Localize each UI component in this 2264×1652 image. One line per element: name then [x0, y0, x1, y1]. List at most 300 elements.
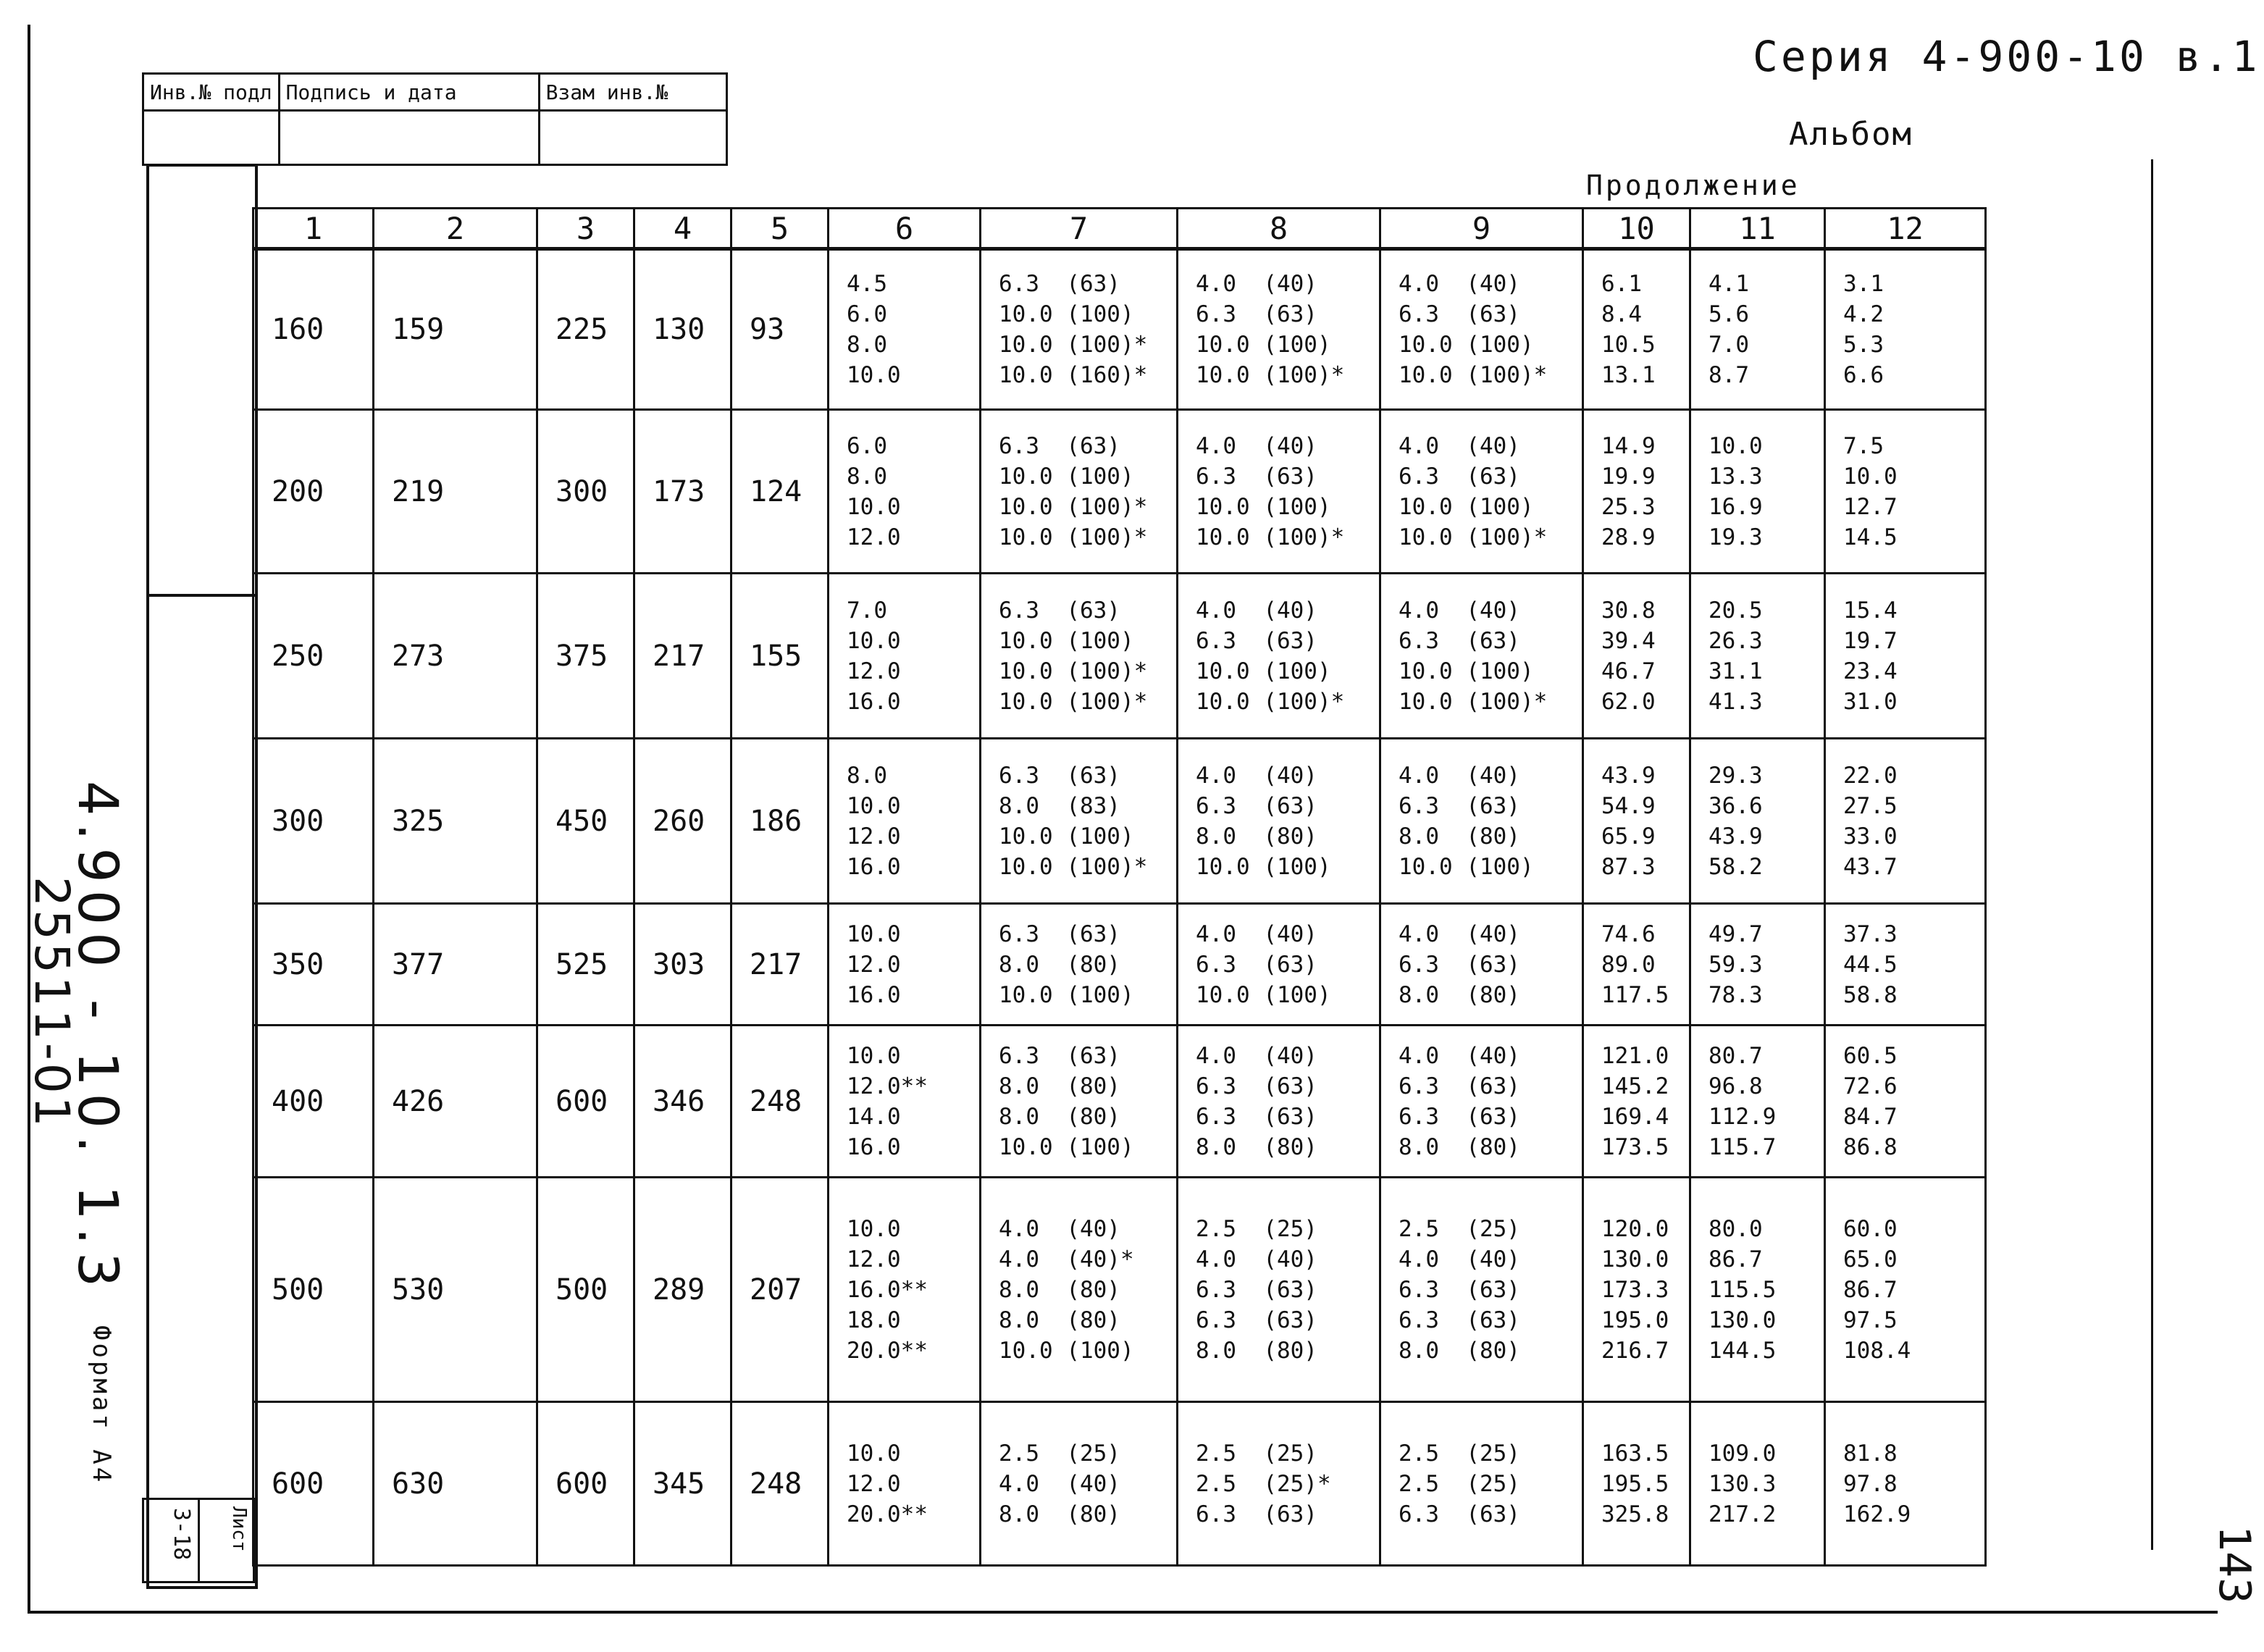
cell-value: 78.3 [1709, 981, 1763, 1008]
cell-value: 4.0 (40) [1399, 762, 1520, 789]
cell-value: 8.0 (80) [999, 1073, 1120, 1099]
cell-col-7 [981, 1178, 1178, 1402]
column-header-1: 1 [253, 209, 374, 249]
album-label: Альбом [1789, 116, 1913, 153]
cell-value: 6.3 (63) [1399, 1073, 1520, 1099]
cell-col-5: 217 [731, 904, 829, 1026]
stamp-sign-value [279, 111, 539, 165]
cell-value: 10.0 [847, 921, 901, 947]
cell-col-10 [1583, 739, 1690, 904]
cell-col-7 [981, 249, 1178, 410]
cell-col-11 [1690, 904, 1825, 1026]
cell-value: 10.0 (100) [1196, 493, 1331, 520]
cell-value: 109.0 [1709, 1440, 1777, 1467]
cell-value: 12.0 [847, 1246, 901, 1272]
sheet-number: 3-18 [169, 1508, 194, 1561]
cell-value: 10.0 (100) [1399, 493, 1534, 520]
cell-value: 8.0 (80) [1399, 981, 1520, 1008]
cell-value: 20.5 [1709, 597, 1763, 624]
cell-col-9 [1380, 410, 1583, 574]
cell-value: 65.9 [1601, 823, 1656, 850]
cell-value: 26.3 [1709, 627, 1763, 654]
cell-col-8 [1178, 1178, 1380, 1402]
column-header-7: 7 [981, 209, 1178, 249]
cell-value: 10.0 (100)* [1196, 688, 1345, 715]
cell-value: 6.3 (63) [1196, 792, 1317, 819]
cell-value: 80.0 [1709, 1215, 1763, 1242]
cell-col-5: 124 [731, 410, 829, 574]
cell-col-3: 300 [537, 410, 634, 574]
cell-value: 117.5 [1601, 981, 1669, 1008]
inventory-number: 25511-01 [24, 876, 80, 1130]
cell-col-12 [1825, 904, 1986, 1026]
cell-col-11 [1690, 1026, 1825, 1178]
table-row [253, 574, 1986, 739]
cell-value: 84.7 [1843, 1103, 1898, 1130]
cell-col-11 [1690, 574, 1825, 739]
cell-value: 96.8 [1709, 1073, 1763, 1099]
cell-col-6 [829, 1026, 981, 1178]
cell-value: 54.9 [1601, 792, 1656, 819]
cell-value: 41.3 [1709, 688, 1763, 715]
cell-col-6 [829, 904, 981, 1026]
cell-col-4: 260 [634, 739, 731, 904]
cell-value: 31.1 [1709, 658, 1763, 684]
cell-value: 6.3 (63) [1399, 951, 1520, 978]
cell-col-1: 400 [253, 1026, 374, 1178]
cell-value: 4.2 [1843, 301, 1884, 327]
cell-value: 97.8 [1843, 1470, 1898, 1497]
cell-value: 6.3 (63) [1399, 301, 1520, 327]
cell-value: 4.0 (40) [1399, 1246, 1520, 1272]
cell-value: 12.0 [847, 658, 901, 684]
cell-value: 144.5 [1709, 1337, 1777, 1364]
cell-value: 6.3 (63) [1196, 627, 1317, 654]
cell-col-12 [1825, 574, 1986, 739]
cell-value: 22.0 [1843, 762, 1898, 789]
cell-col-10 [1583, 904, 1690, 1026]
cell-value: 4.0 (40) [1196, 1246, 1317, 1272]
table-row [253, 1178, 1986, 1402]
cell-value: 65.0 [1843, 1246, 1898, 1272]
cell-value: 6.3 (63) [999, 1042, 1120, 1069]
cell-value: 7.0 [1709, 332, 1749, 358]
left-title-column [146, 164, 258, 1589]
cell-value: 6.3 (63) [999, 597, 1120, 624]
cell-value: 97.5 [1843, 1307, 1898, 1333]
cell-value: 74.6 [1601, 921, 1656, 947]
cell-value: 19.7 [1843, 627, 1898, 654]
sheet-label: Лист [228, 1506, 250, 1552]
cell-value: 7.5 [1843, 432, 1884, 459]
cell-col-10 [1583, 1402, 1690, 1566]
cell-col-9 [1380, 249, 1583, 410]
cell-col-1: 500 [253, 1178, 374, 1402]
cell-col-6 [829, 249, 981, 410]
frame-right-line [2151, 159, 2153, 1550]
cell-value: 2.5 (25) [1399, 1215, 1520, 1242]
cell-col-8 [1178, 1402, 1380, 1566]
cell-value: 173.5 [1601, 1133, 1669, 1160]
cell-value: 6.3 (63) [1399, 1307, 1520, 1333]
column-header-6: 6 [829, 209, 981, 249]
cell-col-4: 346 [634, 1026, 731, 1178]
cell-value: 14.5 [1843, 524, 1898, 550]
cell-value: 86.7 [1843, 1276, 1898, 1303]
cell-value: 6.3 (63) [1196, 463, 1317, 490]
cell-value: 121.0 [1601, 1042, 1669, 1069]
cell-value: 31.0 [1843, 688, 1898, 715]
cell-value: 86.8 [1843, 1133, 1898, 1160]
cell-col-9 [1380, 574, 1583, 739]
cell-value: 8.0 (80) [1399, 1337, 1520, 1364]
cell-col-10 [1583, 249, 1690, 410]
cell-value: 4.0 (40) [999, 1215, 1120, 1242]
cell-col-9 [1380, 1026, 1583, 1178]
cell-value: 10.0 (100)* [1196, 362, 1345, 388]
cell-col-6 [829, 410, 981, 574]
cell-col-1: 160 [253, 249, 374, 410]
cell-value: 8.7 [1709, 362, 1749, 388]
cell-value: 145.2 [1601, 1073, 1669, 1099]
cell-value: 10.0 [847, 627, 901, 654]
cell-value: 12.0** [847, 1073, 928, 1099]
cell-value: 8.0 (80) [1196, 1337, 1317, 1364]
cell-value: 89.0 [1601, 951, 1656, 978]
cell-value: 115.7 [1709, 1133, 1777, 1160]
cell-value: 4.0 (40) [1196, 432, 1317, 459]
cell-value: 16.0** [847, 1276, 928, 1303]
cell-value: 20.0** [847, 1501, 928, 1527]
table-row [253, 249, 1986, 410]
cell-value: 6.3 (63) [1196, 301, 1317, 327]
cell-value: 4.0 (40) [1196, 597, 1317, 624]
cell-value: 120.0 [1601, 1215, 1669, 1242]
cell-value: 6.6 [1843, 362, 1884, 388]
cell-col-8 [1178, 574, 1380, 739]
cell-col-1: 300 [253, 739, 374, 904]
cell-value: 39.4 [1601, 627, 1656, 654]
series-label: Серия 4-900-10 в.1 [1753, 32, 2260, 81]
cell-value: 6.3 (63) [999, 762, 1120, 789]
cell-value: 27.5 [1843, 792, 1898, 819]
table-row [253, 1026, 1986, 1178]
column-header-10: 10 [1583, 209, 1690, 249]
cell-value: 86.7 [1709, 1246, 1763, 1272]
cell-value: 4.0 (40) [1399, 921, 1520, 947]
column-header-2: 2 [374, 209, 537, 249]
cell-value: 10.0 (100) [999, 823, 1134, 850]
cell-value: 30.8 [1601, 597, 1656, 624]
cell-col-2: 159 [374, 249, 537, 410]
cell-col-3: 450 [537, 739, 634, 904]
cell-value: 4.0 (40) [1196, 1042, 1317, 1069]
cell-value: 6.3 (63) [1196, 1276, 1317, 1303]
cell-col-10 [1583, 410, 1690, 574]
cell-value: 29.3 [1709, 762, 1763, 789]
cell-value: 2.5 (25) [1399, 1440, 1520, 1467]
cell-value: 162.9 [1843, 1501, 1911, 1527]
cell-col-1: 600 [253, 1402, 374, 1566]
table-row [253, 410, 1986, 574]
cell-col-12 [1825, 1402, 1986, 1566]
cell-col-9 [1380, 1178, 1583, 1402]
cell-value: 6.3 (63) [1196, 1501, 1317, 1527]
cell-value: 4.0 (40) [1399, 432, 1520, 459]
cell-value: 6.3 (63) [1399, 1501, 1520, 1527]
cell-value: 130.3 [1709, 1470, 1777, 1497]
cell-col-12 [1825, 1178, 1986, 1402]
cell-value: 8.0 (80) [999, 1103, 1120, 1130]
cell-value: 20.0** [847, 1337, 928, 1364]
cell-col-5: 93 [731, 249, 829, 410]
cell-col-8 [1178, 739, 1380, 904]
cell-value: 10.0 [1843, 463, 1898, 490]
cell-col-3: 500 [537, 1178, 634, 1402]
cell-value: 43.9 [1709, 823, 1763, 850]
cell-col-7 [981, 739, 1178, 904]
cell-value: 8.0 (80) [999, 951, 1120, 978]
cell-col-2: 530 [374, 1178, 537, 1402]
cell-col-2: 630 [374, 1402, 537, 1566]
approval-stamp [142, 72, 728, 166]
cell-value: 16.9 [1709, 493, 1763, 520]
cell-value: 6.3 (63) [1196, 1307, 1317, 1333]
cell-value: 10.0 (100)* [1399, 688, 1548, 715]
cell-value: 43.7 [1843, 853, 1898, 880]
cell-value: 8.0 (83) [999, 792, 1120, 819]
cell-value: 13.3 [1709, 463, 1763, 490]
cell-col-11 [1690, 1402, 1825, 1566]
column-header-3: 3 [537, 209, 634, 249]
cell-value: 10.0 [847, 792, 901, 819]
cell-value: 10.0 [847, 1215, 901, 1242]
cell-value: 12.7 [1843, 493, 1898, 520]
cell-value: 18.0 [847, 1307, 901, 1333]
cell-value: 216.7 [1601, 1337, 1669, 1364]
cell-col-3: 375 [537, 574, 634, 739]
cell-value: 8.0 (80) [1399, 1133, 1520, 1160]
cell-value: 2.5 (25) [1399, 1470, 1520, 1497]
cell-col-1: 200 [253, 410, 374, 574]
cell-value: 15.4 [1843, 597, 1898, 624]
left-column-divider [149, 594, 255, 597]
cell-col-8 [1178, 249, 1380, 410]
cell-col-11 [1690, 410, 1825, 574]
cell-value: 10.0 (100) [1196, 981, 1331, 1008]
cell-value: 13.1 [1601, 362, 1656, 388]
cell-col-7 [981, 904, 1178, 1026]
cell-value: 16.0 [847, 688, 901, 715]
table-row [253, 1402, 1986, 1566]
cell-value: 3.1 [1843, 271, 1884, 297]
cell-value: 33.0 [1843, 823, 1898, 850]
cell-value: 6.3 (63) [999, 921, 1120, 947]
column-header-12: 12 [1825, 209, 1986, 249]
cell-value: 10.0 (100) [1399, 853, 1534, 880]
cell-value: 10.0 [847, 1042, 901, 1069]
cell-value: 10.0 (100) [999, 981, 1134, 1008]
cell-col-11 [1690, 739, 1825, 904]
format-label: Формат А4 [87, 1325, 116, 1485]
cell-value: 4.0 (40) [1196, 271, 1317, 297]
cell-value: 4.0 (40) [1399, 597, 1520, 624]
cell-col-4: 217 [634, 574, 731, 739]
cell-value: 14.9 [1601, 432, 1656, 459]
cell-value: 2.5 (25) [1196, 1440, 1317, 1467]
cell-value: 10.0 (100) [1399, 332, 1534, 358]
cell-value: 4.0 (40)* [999, 1246, 1134, 1272]
cell-value: 10.0 (100) [999, 1133, 1134, 1160]
cell-value: 8.0 (80) [999, 1307, 1120, 1333]
cell-col-5: 207 [731, 1178, 829, 1402]
document-code: 4.900 - 10. 1.3 [66, 781, 130, 1295]
cell-value: 6.3 (63) [1399, 627, 1520, 654]
cell-col-4: 303 [634, 904, 731, 1026]
cell-value: 4.5 [847, 271, 887, 297]
cell-col-12 [1825, 410, 1986, 574]
cell-col-2: 273 [374, 574, 537, 739]
stamp-inv-value [143, 111, 280, 165]
cell-col-2: 325 [374, 739, 537, 904]
cell-col-4: 345 [634, 1402, 731, 1566]
cell-value: 8.0 (80) [1399, 823, 1520, 850]
cell-value: 8.4 [1601, 301, 1642, 327]
cell-value: 5.6 [1709, 301, 1749, 327]
cell-value: 4.0 (40) [1399, 1042, 1520, 1069]
cell-col-6 [829, 1178, 981, 1402]
cell-value: 4.0 (40) [999, 1470, 1120, 1497]
table-header-row [253, 209, 1986, 249]
cell-col-10 [1583, 1026, 1690, 1178]
cell-value: 6.0 [847, 301, 887, 327]
column-header-11: 11 [1690, 209, 1825, 249]
cell-col-3: 525 [537, 904, 634, 1026]
cell-col-9 [1380, 1402, 1583, 1566]
stamp-replace-value [539, 111, 726, 165]
cell-value: 169.4 [1601, 1103, 1669, 1130]
cell-value: 115.5 [1709, 1276, 1777, 1303]
cell-value: 108.4 [1843, 1337, 1911, 1364]
cell-value: 19.9 [1601, 463, 1656, 490]
cell-value: 10.0 [847, 493, 901, 520]
cell-col-12 [1825, 1026, 1986, 1178]
cell-value: 60.5 [1843, 1042, 1898, 1069]
cell-col-2: 426 [374, 1026, 537, 1178]
cell-value: 8.0 (80) [1196, 823, 1317, 850]
cell-col-8 [1178, 1026, 1380, 1178]
cell-value: 43.9 [1601, 762, 1656, 789]
cell-value: 28.9 [1601, 524, 1656, 550]
data-table [252, 207, 1987, 1567]
cell-col-2: 377 [374, 904, 537, 1026]
cell-value: 6.3 (63) [999, 432, 1120, 459]
cell-col-6 [829, 739, 981, 904]
cell-value: 62.0 [1601, 688, 1656, 715]
cell-value: 10.0 (100) [1196, 332, 1331, 358]
cell-value: 10.0 (100) [1399, 658, 1534, 684]
cell-value: 6.1 [1601, 271, 1642, 297]
cell-value: 60.0 [1843, 1215, 1898, 1242]
cell-value: 10.0 (100)* [999, 658, 1148, 684]
cell-value: 10.0 (100)* [999, 524, 1148, 550]
cell-value: 36.6 [1709, 792, 1763, 819]
cell-value: 4.0 (40) [1399, 271, 1520, 297]
column-header-8: 8 [1178, 209, 1380, 249]
cell-value: 325.8 [1601, 1501, 1669, 1527]
cell-value: 2.5 (25)* [1196, 1470, 1331, 1497]
cell-col-1: 250 [253, 574, 374, 739]
cell-value: 10.0 (100)* [999, 688, 1148, 715]
cell-col-6 [829, 574, 981, 739]
cell-value: 72.6 [1843, 1073, 1898, 1099]
cell-col-7 [981, 410, 1178, 574]
cell-value: 37.3 [1843, 921, 1898, 947]
table-row [253, 739, 1986, 904]
cell-col-3: 600 [537, 1026, 634, 1178]
cell-value: 10.0 [1709, 432, 1763, 459]
cell-value: 59.3 [1709, 951, 1763, 978]
cell-value: 173.3 [1601, 1276, 1669, 1303]
cell-col-5: 248 [731, 1026, 829, 1178]
cell-value: 10.0 [847, 362, 901, 388]
cell-col-3: 600 [537, 1402, 634, 1566]
page-number: 143 [2209, 1525, 2260, 1604]
cell-value: 10.5 [1601, 332, 1656, 358]
cell-value: 10.0 [847, 1440, 901, 1467]
cell-value: 2.5 (25) [1196, 1215, 1317, 1242]
cell-value: 8.0 (80) [999, 1501, 1120, 1527]
cell-value: 8.0 [847, 463, 887, 490]
cell-value: 6.3 (63) [1196, 1073, 1317, 1099]
cell-col-1: 350 [253, 904, 374, 1026]
cell-value: 6.3 (63) [1399, 463, 1520, 490]
cell-value: 46.7 [1601, 658, 1656, 684]
cell-value: 6.3 (63) [999, 271, 1120, 297]
cell-col-7 [981, 1402, 1178, 1566]
cell-value: 195.5 [1601, 1470, 1669, 1497]
cell-value: 80.7 [1709, 1042, 1763, 1069]
cell-value: 7.0 [847, 597, 887, 624]
cell-value: 10.0 (100)* [999, 493, 1148, 520]
cell-value: 16.0 [847, 1133, 901, 1160]
cell-value: 217.2 [1709, 1501, 1777, 1527]
cell-value: 10.0 (100) [999, 463, 1134, 490]
cell-value: 6.0 [847, 432, 887, 459]
cell-value: 6.3 (63) [1196, 951, 1317, 978]
cell-value: 12.0 [847, 823, 901, 850]
cell-value: 58.2 [1709, 853, 1763, 880]
cell-value: 16.0 [847, 853, 901, 880]
stamp-sign-label: Подпись и дата [279, 74, 539, 111]
cell-col-12 [1825, 739, 1986, 904]
cell-value: 4.0 (40) [1196, 921, 1317, 947]
cell-col-5: 248 [731, 1402, 829, 1566]
cell-value: 23.4 [1843, 658, 1898, 684]
cell-value: 49.7 [1709, 921, 1763, 947]
cell-value: 10.0 (160)* [999, 362, 1148, 388]
cell-value: 10.0 (100)* [999, 853, 1148, 880]
cell-value: 8.0 (80) [1196, 1133, 1317, 1160]
table-body [253, 249, 1986, 1566]
column-header-5: 5 [731, 209, 829, 249]
cell-value: 10.0 (100) [1196, 853, 1331, 880]
cell-value: 6.3 (63) [1196, 1103, 1317, 1130]
cell-col-10 [1583, 1178, 1690, 1402]
cell-value: 195.0 [1601, 1307, 1669, 1333]
cell-value: 163.5 [1601, 1440, 1669, 1467]
stamp-replace-label: Взам инв.№ [539, 74, 726, 111]
